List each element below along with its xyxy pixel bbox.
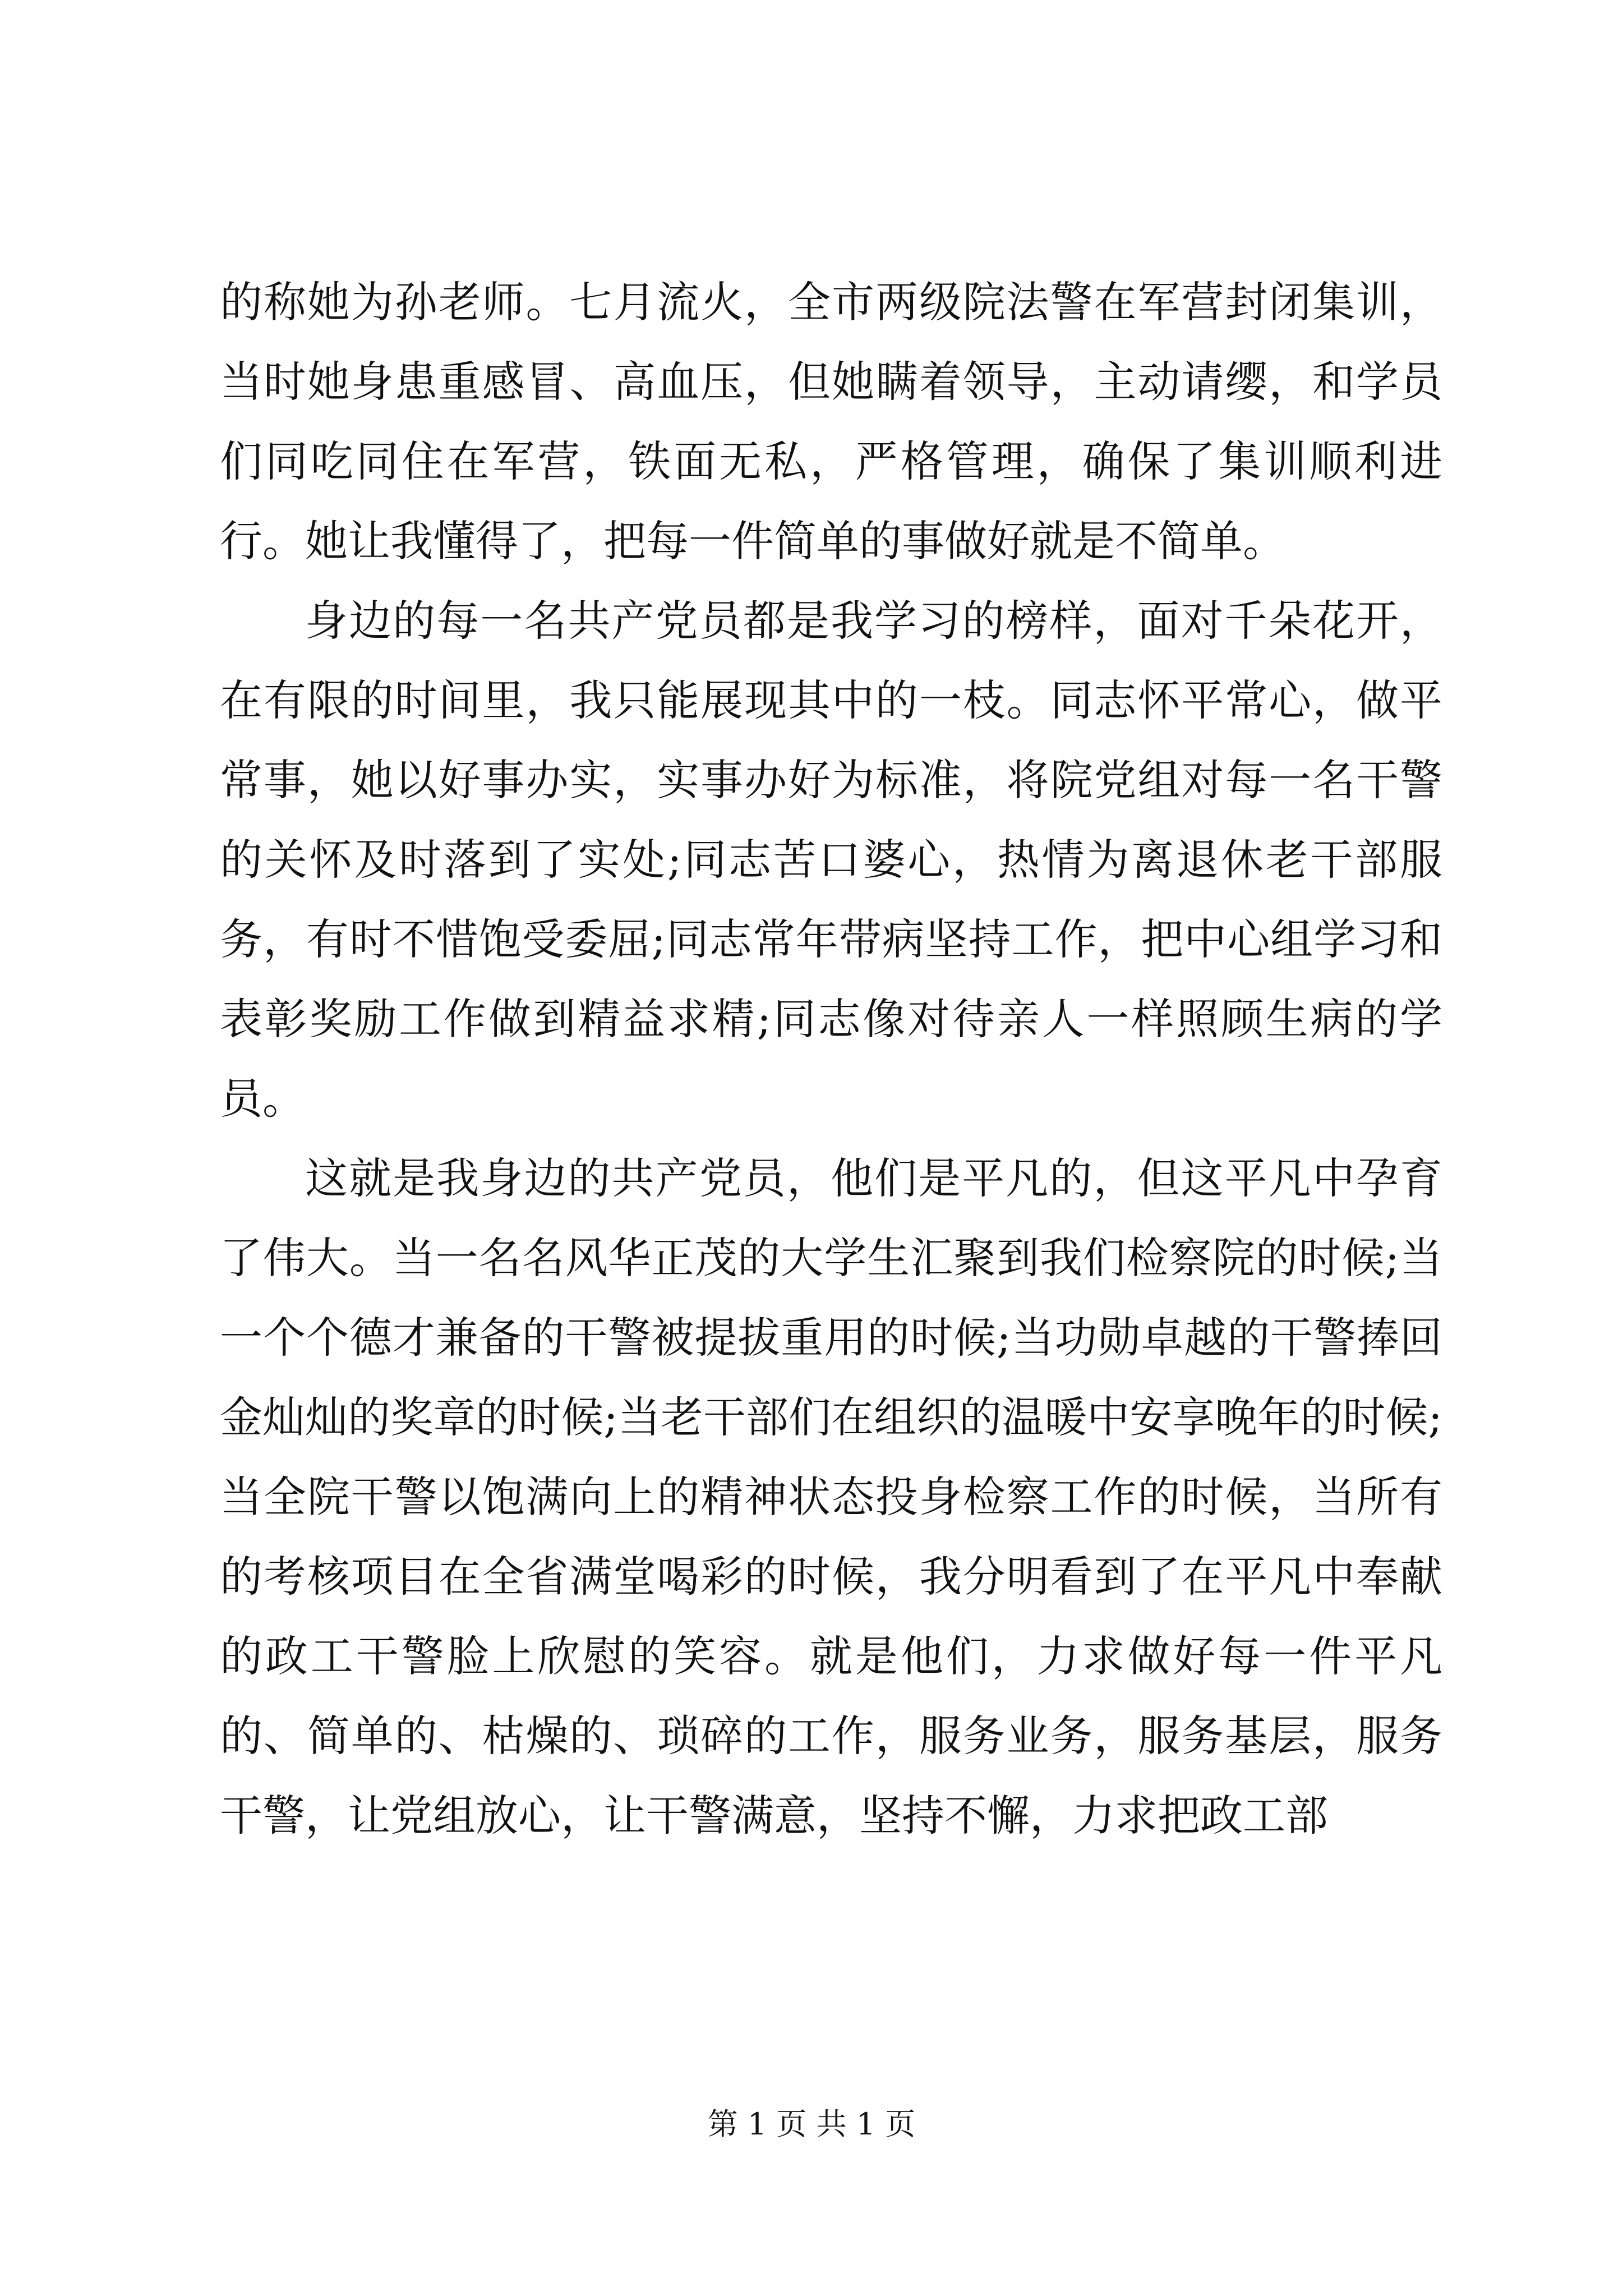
paragraph-2: 身边的每一名共产党员都是我学习的榜样，面对千朵花开，在有限的时间里，我只能展现其中的一枝。同志怀平常心，做平常事，她以好事办实，实事办好为标准，将院党组对每一名干警的关怀及时落到了实处;同志苦口婆心，热情为离退休老干部服务，有时不惜饱受委屈;同志常年带病坚持工作，把中心组学习和表彰奖励工作做到精益求精;同志像对待亲人一样照顾生病的学员。 [220,596,1442,1124]
paragraph-3: 这就是我身边的共产党员，他们是平凡的，但这平凡中孕育了伟大。当一名名风华正茂的大学生汇聚到我们检察院的时候;当一个个德才兼备的干警被提拔重用的时候;当功勋卓越的干警捧回金灿灿的奖章的时候;当老干部们在组织的温暖中安享晚年的时候;当全院干警以饱满向上的精神状态投身检察工作的时候，当所有的考核项目在全省满堂喝彩的时候，我分明看到了在平凡中奉献的政工干警脸上欣慰的笑容。就是他们，力求做好每一件平凡的、简单的、枯燥的、琐碎的工作，服务业务，服务基层，服务干警，让党组放心，让干警满意，坚持不懈，力求把政工部 [220,1153,1442,1841]
page-footer: 第 1 页 共 1 页 [707,2106,916,2142]
document-body [220,263,1442,1856]
paragraph-1: 的称她为孙老师。七月流火，全市两级院法警在军营封闭集训，当时她身患重感冒、高血压，但她瞒着领导，主动请缨，和学员们同吃同住在军营，铁面无私，严格管理，确保了集训顺利进行。她让我懂得了，把每一件简单的事做好就是不简单。 [220,277,1442,566]
